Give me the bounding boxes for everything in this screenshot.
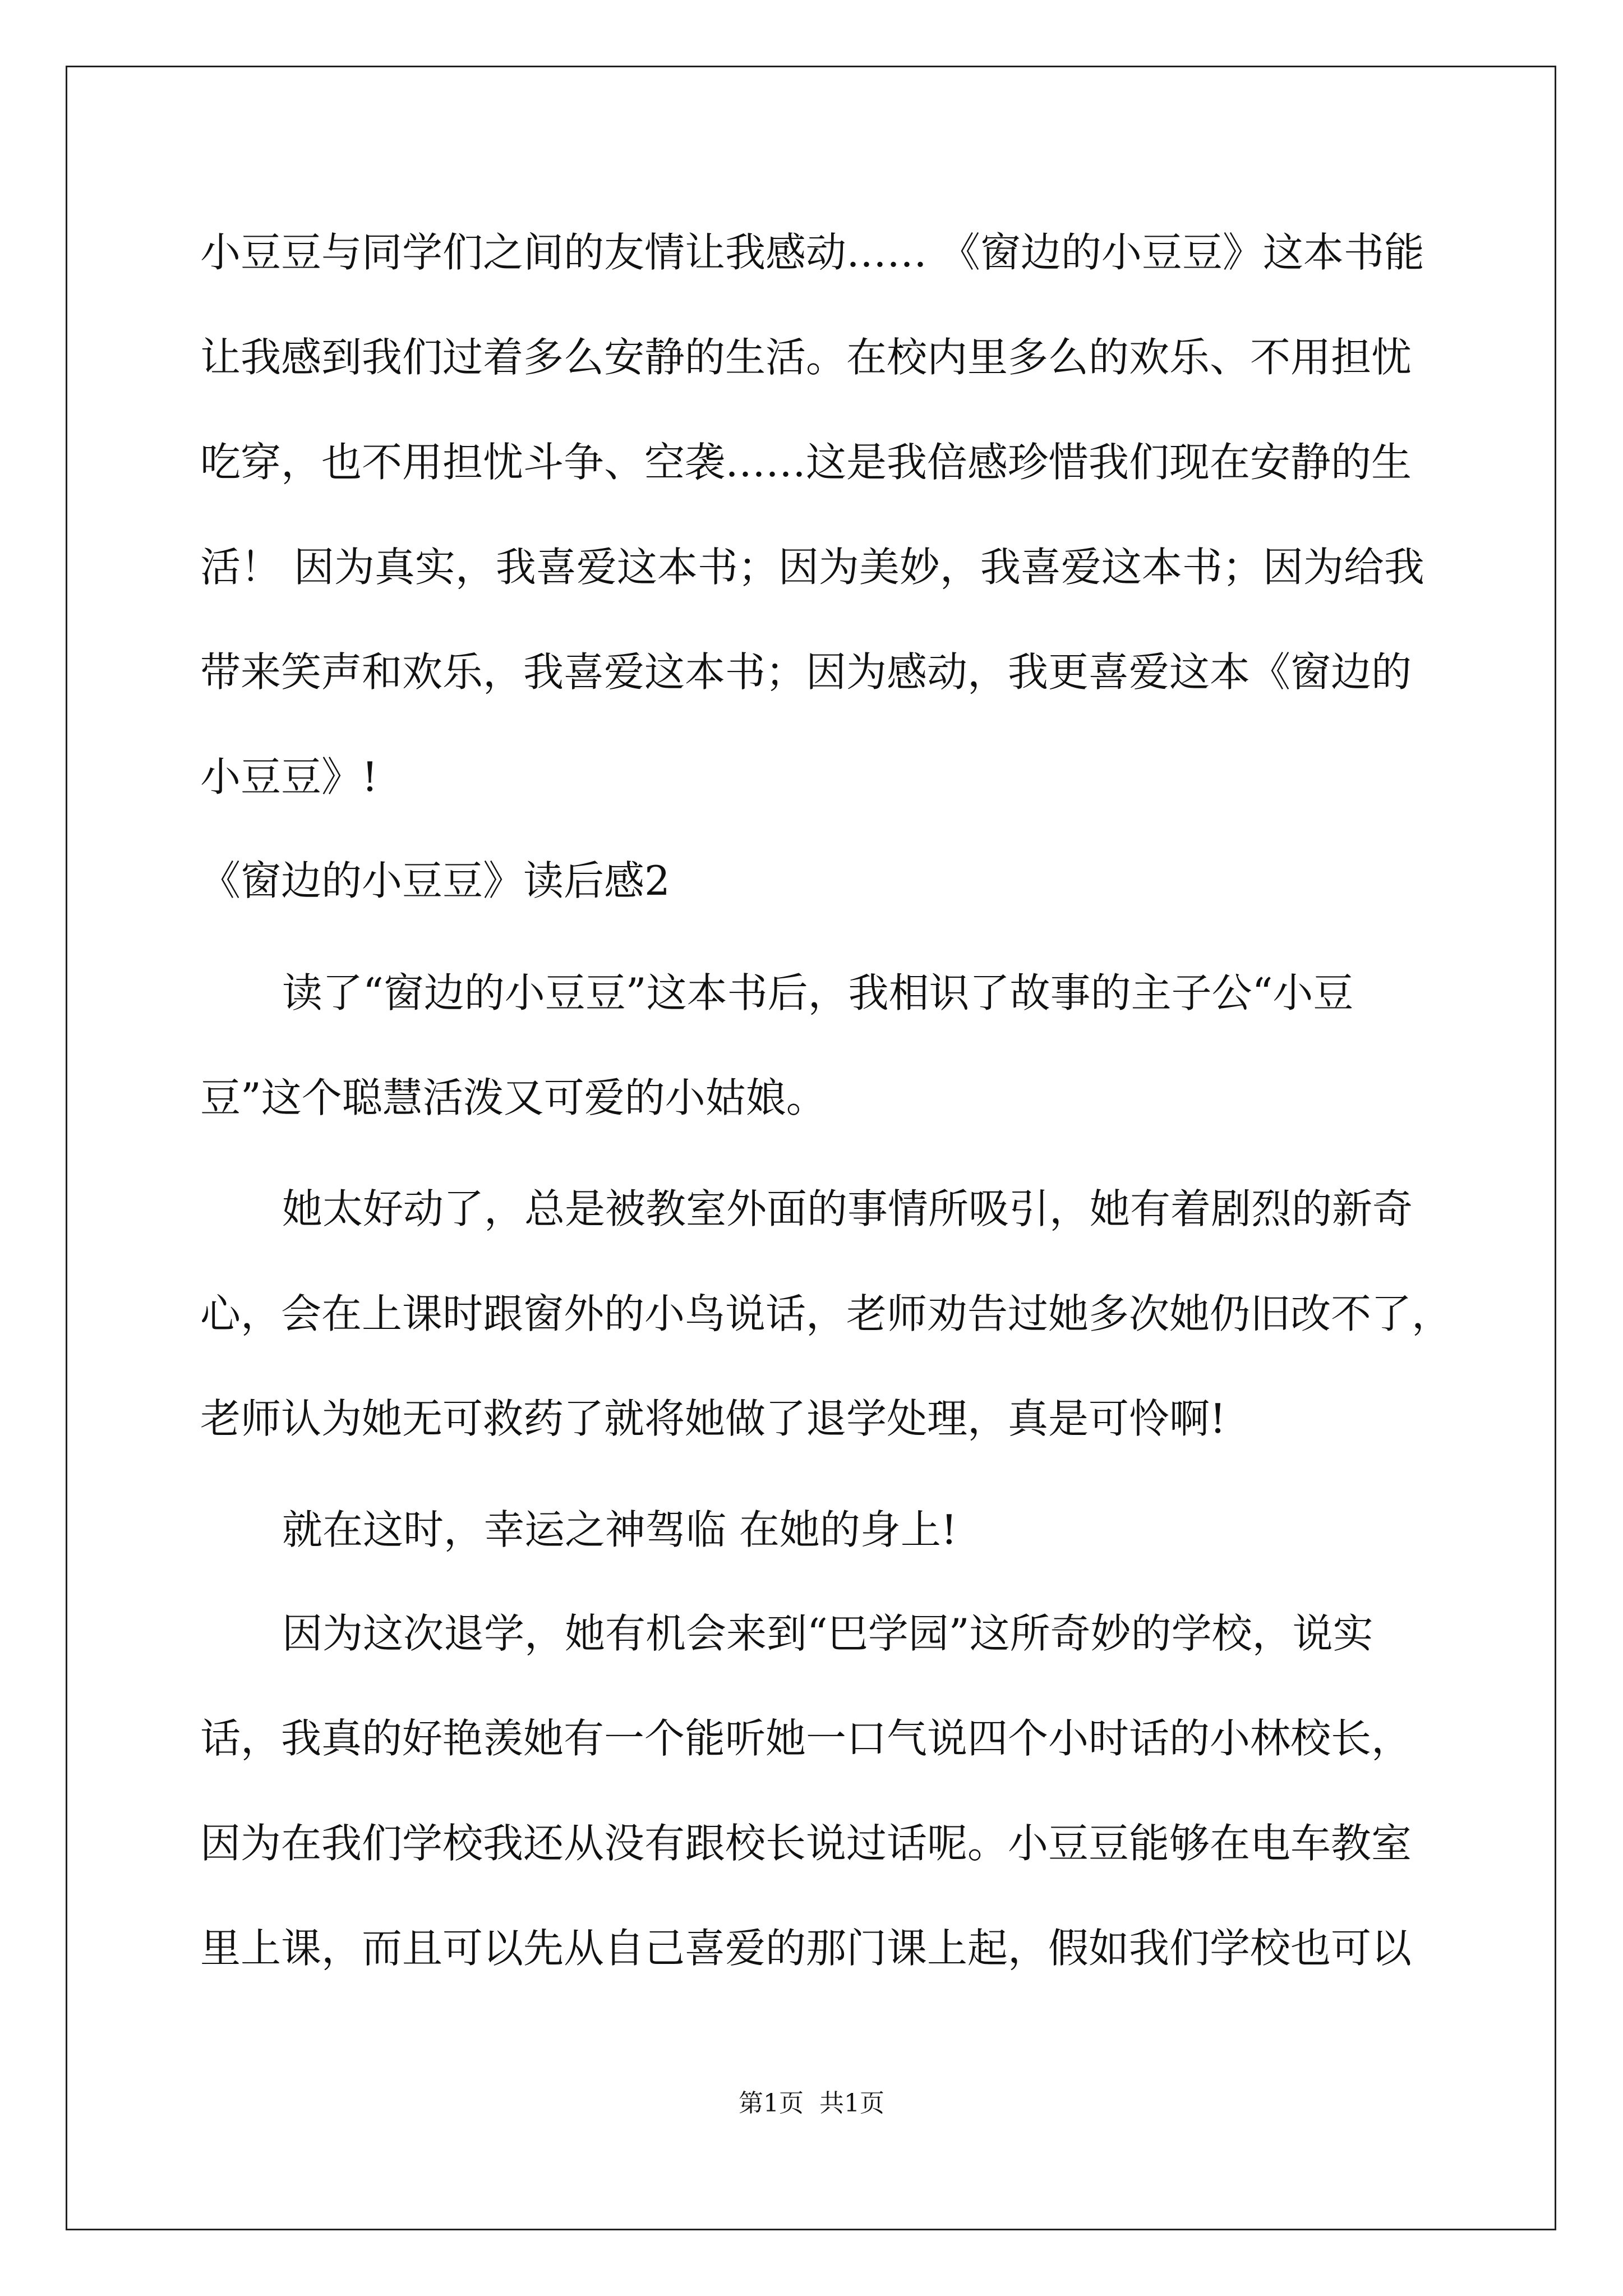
page-footer: 第1页 共1页 bbox=[739, 2089, 884, 2118]
body-line-10: 她太好动了，总是被教室外面的事情所吸引，她有着剧烈的新奇 bbox=[282, 1185, 1413, 1232]
body-line-9: 豆”这个聪慧活泼又可爱的小姑娘。 bbox=[200, 1074, 827, 1121]
body-line-15: 话，我真的好艳羡她有一个能听她一口气说四个小时话的小林校长， bbox=[200, 1715, 1412, 1762]
body-line-1: 小豆豆与同学们之间的友情让我感动…… 《窗边的小豆豆》这本书能 bbox=[200, 229, 1424, 276]
body-line-3: 吃穿，也不用担忧斗争、空袭……这是我倍感珍惜我们现在安静的生 bbox=[200, 439, 1412, 486]
body-line-8: 读了“窗边的小豆豆”这本书后，我相识了故事的主子公“小豆 bbox=[282, 969, 1354, 1016]
body-line-11: 心，会在上课时跟窗外的小鸟说话，老师劝告过她多次她仍旧改不了， bbox=[200, 1290, 1453, 1337]
page-border bbox=[66, 66, 1556, 2230]
body-line-14: 因为这次退学，她有机会来到“巴学园”这所奇妙的学校，说实 bbox=[282, 1610, 1373, 1657]
body-line-12: 老师认为她无可救药了就将她做了退学处理，真是可怜啊! bbox=[200, 1395, 1226, 1442]
body-line-17: 里上课，而且可以先从自己喜爱的那门课上起，假如我们学校也可以 bbox=[200, 1925, 1412, 1972]
body-line-6: 小豆豆》! bbox=[200, 753, 378, 800]
body-line-5: 带来笑声和欢乐，我喜爱这本书；因为感动，我更喜爱这本《窗边的 bbox=[200, 648, 1412, 696]
body-line-16: 因为在我们学校我还从没有跟校长说过话呢。小豆豆能够在电车教室 bbox=[200, 1820, 1412, 1867]
section-heading: 《窗边的小豆豆》读后感2 bbox=[200, 857, 670, 904]
body-line-4: 活！ 因为真实，我喜爱这本书；因为美妙，我喜爱这本书；因为给我 bbox=[200, 544, 1424, 591]
body-line-2: 让我感到我们过着多么安静的生活。在校内里多么的欢乐、不用担忧 bbox=[200, 334, 1412, 381]
body-line-13: 就在这时，幸运之神驾临 在她的身上! bbox=[282, 1506, 957, 1553]
